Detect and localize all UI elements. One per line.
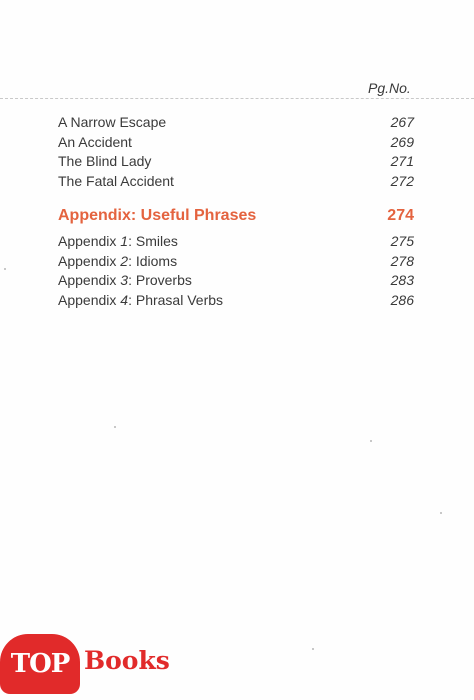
header-divider <box>0 98 474 99</box>
toc-entry-title <box>58 272 192 288</box>
appendix-prefix: Appendix <box>58 292 121 308</box>
toc-entry-page: 269 <box>390 134 414 150</box>
toc-entry-title: An Accident <box>58 134 132 150</box>
toc-entry-page: 267 <box>390 114 414 130</box>
appendix-number: 4 <box>120 292 129 308</box>
toc-entry[interactable] <box>58 173 414 193</box>
toc-entry[interactable] <box>58 114 414 134</box>
appendix-prefix: Appendix <box>58 272 121 288</box>
toc-entry[interactable] <box>58 253 414 273</box>
toc-entry-title: The Blind Lady <box>58 153 152 169</box>
toc-entry-page: 283 <box>390 272 414 288</box>
toc-entry-page: 271 <box>390 153 414 169</box>
toc-entry[interactable] <box>58 233 414 253</box>
toc-entry-page: 286 <box>390 292 414 308</box>
logo-badge: TOP <box>0 634 80 694</box>
toc-entry-page: 272 <box>390 173 414 189</box>
scan-speck <box>312 648 314 650</box>
toc-section-page: 274 <box>387 207 414 224</box>
scan-speck <box>4 268 6 270</box>
appendix-prefix: Appendix <box>58 253 121 269</box>
appendix-number: 1 <box>120 233 129 249</box>
toc-entry-title <box>58 253 177 269</box>
page-number-column-header: Pg.No. <box>368 80 411 96</box>
appendix-number: 3 <box>120 272 129 288</box>
toc-entry[interactable] <box>58 153 414 173</box>
appendix-number: 2 <box>120 253 129 269</box>
appendix-prefix: Appendix <box>58 233 121 249</box>
topbooks-watermark-logo <box>0 620 200 700</box>
toc-entry-title: A Narrow Escape <box>58 114 167 130</box>
toc-entry-page: 275 <box>390 233 414 249</box>
scan-speck <box>370 440 372 442</box>
appendix-title: : Proverbs <box>128 272 192 288</box>
toc-entry-title <box>58 292 223 308</box>
toc-entry-title <box>58 233 178 249</box>
toc-entry-page: 278 <box>390 253 414 269</box>
toc-entry[interactable] <box>58 292 414 312</box>
appendix-title: : Idioms <box>128 253 178 269</box>
appendix-title: : Smiles <box>128 233 178 249</box>
toc-entry-title: The Fatal Accident <box>58 173 174 189</box>
toc-section-heading[interactable] <box>58 207 414 227</box>
toc-section-title: Appendix: Useful Phrases <box>58 207 257 224</box>
scan-speck <box>114 426 116 428</box>
appendix-title: : Phrasal Verbs <box>128 292 224 308</box>
toc-entry[interactable] <box>58 134 414 154</box>
logo-wordmark: Books <box>84 646 170 675</box>
scan-speck <box>440 512 442 514</box>
toc-entry[interactable] <box>58 272 414 292</box>
